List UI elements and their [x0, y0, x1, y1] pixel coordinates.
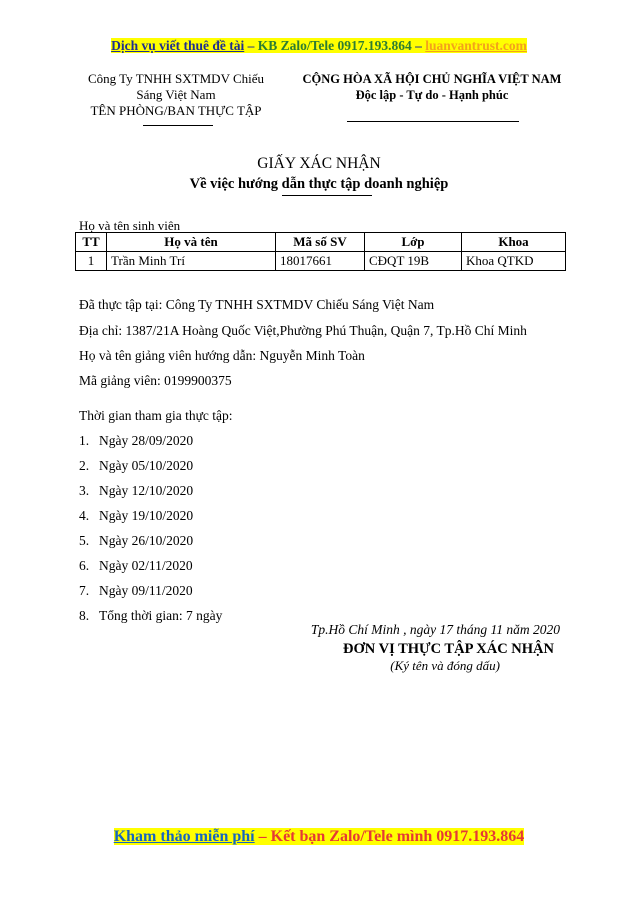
list-text: Ngày 05/10/2020 [99, 458, 194, 473]
header-left-rule [143, 125, 213, 126]
column-header: Mã số SV [276, 233, 365, 252]
banner-separator: – [411, 38, 426, 53]
advisor-name: Họ và tên giảng viên hướng dẫn: Nguyễn Minh Toàn [79, 348, 365, 363]
list-number: 6. [79, 558, 90, 573]
national-title: CỘNG HÒA XÃ HỘI CHỦ NGHĨA VIỆT NAM [302, 72, 562, 86]
list-number: 7. [79, 583, 90, 598]
banner-separator: – [254, 828, 271, 845]
signature-date: Tp.Hồ Chí Minh , ngày 17 tháng 11 năm 2020 [310, 622, 560, 637]
document-subtitle: Về việc hướng dẫn thực tập doanh nghiệp [189, 176, 449, 192]
table-cell: 18017661 [276, 252, 365, 271]
banner-separator: – [244, 38, 258, 53]
internship-place: Đã thực tập tại: Công Ty TNHH SXTMDV Chiếu Sáng Việt Nam [79, 297, 435, 312]
time-label: Thời gian tham gia thực tập: [79, 408, 233, 423]
table-cell: Khoa QTKD [462, 252, 566, 271]
list-text: Ngày 09/11/2020 [99, 583, 193, 598]
list-item [79, 433, 193, 449]
column-header: Họ và tên [107, 233, 276, 252]
column-header: Khoa [462, 233, 566, 252]
list-number: 2. [79, 458, 90, 473]
table-header-row [76, 233, 566, 252]
internship-address: Địa chỉ: 1387/21A Hoàng Quốc Việt,Phường Phú Thuận, Quận 7, Tp.Hồ Chí Minh [79, 323, 527, 338]
document-title: GIẤY XÁC NHẬN [257, 155, 381, 172]
table-cell: 1 [76, 252, 107, 271]
list-text: Ngày 26/10/2020 [99, 533, 194, 548]
contact-text: Kết bạn Zalo/Tele mình 0917.193.864 [270, 828, 525, 845]
list-text: Ngày 12/10/2020 [99, 483, 194, 498]
contact-text: KB Zalo/Tele 0917.193.864 [257, 38, 412, 53]
list-text: Ngày 19/10/2020 [99, 508, 194, 523]
list-item [79, 583, 193, 599]
header-right-rule [347, 121, 519, 122]
free-reference-link[interactable]: Kham thảo miễn phí [113, 828, 255, 845]
table-cell: Trần Minh Trí [107, 252, 276, 271]
student-label: Họ và tên sinh viên [79, 218, 181, 233]
website-link[interactable]: luanvantrust.com [425, 38, 527, 53]
company-name-line2: Sáng Việt Nam [136, 87, 216, 102]
top-banner [0, 38, 638, 54]
list-item [79, 508, 193, 524]
signature-note: (Ký tên và đóng dấu) [390, 658, 500, 673]
company-header [52, 71, 300, 119]
column-header: TT [76, 233, 107, 252]
list-item [79, 533, 193, 549]
advisor-id: Mã giảng viên: 0199900375 [79, 373, 232, 388]
bottom-banner [0, 828, 638, 846]
list-text: Ngày 02/11/2020 [99, 558, 193, 573]
national-motto: Độc lập - Tự do - Hạnh phúc [355, 88, 509, 102]
department-name: TÊN PHÒNG/BAN THỰC TẬP [90, 103, 262, 118]
list-text: Ngày 28/09/2020 [99, 433, 194, 448]
subtitle-rule [282, 195, 372, 196]
column-header: Lớp [365, 233, 462, 252]
list-item [79, 458, 193, 474]
student-table [75, 232, 566, 271]
national-header [292, 71, 572, 103]
confirming-unit: ĐƠN VỊ THỰC TẬP XÁC NHẬN [343, 641, 554, 657]
list-item [79, 558, 193, 574]
service-link[interactable]: Dịch vụ viết thuê đề tài [111, 38, 245, 53]
table-cell: CĐQT 19B [365, 252, 462, 271]
list-number: 1. [79, 433, 90, 448]
list-item [79, 608, 222, 624]
list-text: Tổng thời gian: 7 ngày [99, 608, 223, 623]
table-row [76, 252, 566, 271]
company-name-line1: Công Ty TNHH SXTMDV Chiếu [87, 71, 265, 86]
list-number: 3. [79, 483, 90, 498]
list-number: 8. [79, 608, 90, 623]
list-item [79, 483, 193, 499]
list-number: 4. [79, 508, 90, 523]
list-number: 5. [79, 533, 90, 548]
